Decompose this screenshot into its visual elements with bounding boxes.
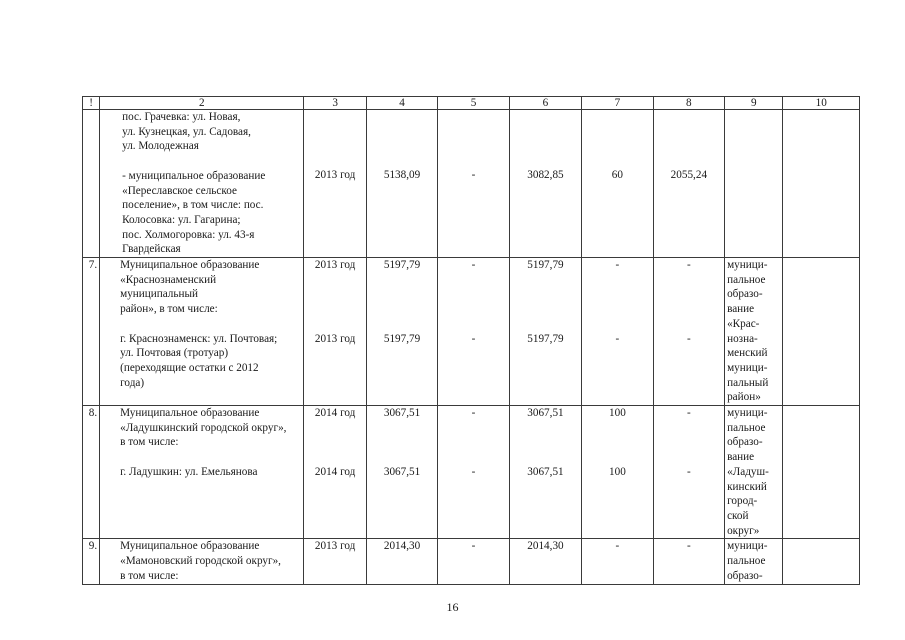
col6-cell [509,110,581,258]
text-line: ул. Кузнецкая, ул. Садовая, [122,125,251,138]
col10-cell [783,539,860,585]
col7-value: - [615,540,620,553]
col7-cell [582,258,653,406]
col8-cell [653,406,724,539]
table-row-continuation [83,110,860,258]
col5-value: - [471,465,476,478]
col10-cell [783,110,860,258]
col6-cell [509,406,581,539]
text-line: г. Краснознаменск: ул. Почтовая; [120,332,278,345]
row-number: 8. [88,407,98,420]
spacer [122,154,301,169]
text-line: в том числе: [120,569,179,582]
header-cell: 8 [653,97,724,110]
text-line: в том числе: [120,436,179,449]
text-line: Муниципальное образование [120,407,260,420]
col8-value: - [686,465,691,478]
description-cell [100,539,304,585]
text-line: «Краснознаменский [120,273,217,286]
total-cell [366,406,437,539]
col7-value: - [615,332,620,345]
total-cell [366,110,437,258]
col6-value: 3067,51 [527,407,564,420]
text-line: «Переславское сельское [122,184,237,197]
year-cell [304,258,366,406]
col8-value: 2055,24 [670,169,708,181]
table-row [83,258,860,406]
header-cell: 10 [783,97,860,110]
header-cell: 6 [509,97,581,110]
col5-cell [438,110,509,258]
col6-value: 2014,30 [527,540,564,553]
total-cell [366,258,437,406]
total-value: 5197,79 [383,259,421,272]
col7-value: 100 [609,407,626,420]
responsible-cell [725,258,783,406]
header-cell: 7 [582,97,653,110]
description-cell [100,258,304,406]
col5-value: - [471,540,476,553]
year-cell [304,110,366,258]
text-line: муниципальный [120,288,198,301]
text-line: менский [727,347,768,360]
text-line: округ» [727,524,760,537]
total-value: 5138,09 [383,169,421,181]
row-number-cell [83,110,100,258]
year-value: 2014 год [314,465,356,478]
text-line: вание [727,303,755,316]
table-row [83,406,860,539]
col7-value: 60 [611,169,623,181]
row-number-cell [83,539,100,585]
text-line: район» [727,391,761,404]
year-value: 2014 год [314,407,356,420]
total-value: 3067,51 [383,465,421,478]
col5-cell [438,406,509,539]
responsible-cell [725,110,783,258]
header-cell: 3 [304,97,366,110]
text-line: «Крас- [727,317,760,330]
col6-value: 5197,79 [527,332,564,345]
text-line: пальное [727,421,766,434]
total-cell [366,539,437,585]
text-line: поселение», в том числе: пос. [122,199,264,212]
col7-value: - [615,259,620,272]
text-line: «Мамоновский городской округ», [120,555,281,568]
text-line: Муниципальное образование [120,540,260,553]
col5-value: - [471,407,476,420]
row-number: 9. [88,540,98,553]
col8-cell [653,110,724,258]
description-cell [100,406,304,539]
total-value: 5197,79 [383,332,421,345]
text-line: ул. Молодежная [122,140,199,153]
header-cell: 5 [438,97,509,110]
row-number-cell [83,258,100,406]
year-cell [304,539,366,585]
text-line: муници- [727,540,768,553]
text-line: образо- [727,436,763,449]
text-line: район», в том числе: [120,303,218,316]
total-value: 3067,51 [383,407,421,420]
year-value: 2013 год [314,332,356,345]
responsible-cell [725,406,783,539]
text-line: муници- [727,407,768,420]
col8-cell [653,258,724,406]
text-line: (переходящие остатки с 2012 [120,361,259,374]
text-line: - муниципальное образование [122,169,266,182]
year-value: 2013 год [314,169,356,181]
total-value: 2014,30 [383,540,421,553]
header-row [83,97,860,110]
spacer [120,450,301,465]
col7-value: 100 [609,465,626,478]
col8-cell [653,539,724,585]
col8-value: - [686,332,691,345]
text-line: муници- [727,361,768,374]
header-cell: ! [83,97,100,110]
col5-value: - [471,332,476,345]
text-line: образо- [727,288,763,301]
text-line: пальный [727,376,769,389]
description-cell [100,110,304,258]
col6-cell [509,539,581,585]
year-value: 2013 год [314,259,356,272]
text-line: нозна- [727,332,758,345]
text-line: образо- [727,569,763,582]
col6-value: 3082,85 [527,169,564,181]
text-line: вание [727,451,755,464]
year-value: 2013 год [314,540,356,553]
text-line: Муниципальное образование [120,259,260,272]
text-line: г. Ладушкин: ул. Емельянова [120,465,258,478]
text-line: муници- [727,259,768,272]
col8-value: - [686,540,691,553]
text-line: город- [727,495,758,508]
col5-cell [438,539,509,585]
text-line: Колосовка: ул. Гагарина; [122,213,241,226]
row-number: 7. [88,259,98,272]
text-line: пос. Холмогоровка: ул. 43-я [122,228,255,241]
text-line: года) [120,376,145,389]
col7-cell [582,406,653,539]
text-line: ской [727,509,749,522]
text-line: ул. Почтовая (тротуар) [120,347,229,360]
table-row [83,539,860,585]
col10-cell [783,258,860,406]
col6-value: 5197,79 [527,259,564,272]
row-number-cell [83,406,100,539]
responsible-cell [725,539,783,585]
col8-value: - [686,407,691,420]
text-line: пальное [727,555,766,568]
text-line: пос. Грачевка: ул. Новая, [122,111,241,123]
spacer [120,317,301,332]
text-line: Гвардейская [122,243,181,256]
col6-cell [509,258,581,406]
col7-cell [582,539,653,585]
header-cell: 2 [100,97,304,110]
col5-value: - [471,169,476,181]
page-number: 16 [446,600,459,614]
col6-value: 3067,51 [527,465,564,478]
header-cell: 4 [366,97,437,110]
col5-cell [438,258,509,406]
col8-value: - [686,259,691,272]
text-line: «Ладуш- [727,465,769,478]
year-cell [304,406,366,539]
header-cell: 9 [725,97,783,110]
text-line: «Ладушкинский городской округ», [120,421,287,434]
text-line: кинский [727,480,767,493]
document-table [82,96,860,585]
col5-value: - [471,259,476,272]
col10-cell [783,406,860,539]
text-line: пальное [727,273,766,286]
col7-cell [582,110,653,258]
